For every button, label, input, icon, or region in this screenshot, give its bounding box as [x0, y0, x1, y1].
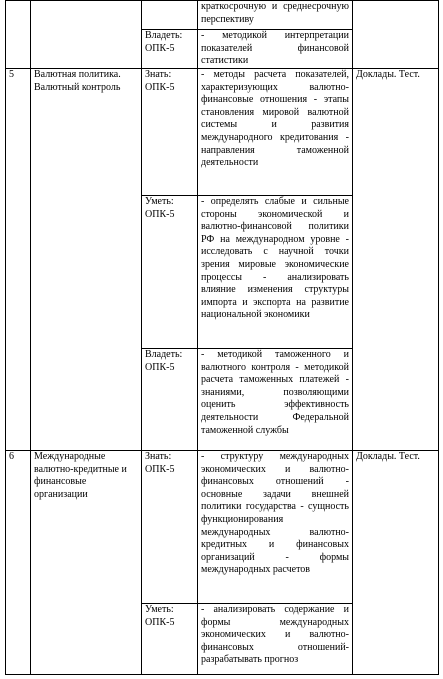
level-description	[198, 451, 353, 604]
row-number	[6, 1, 31, 69]
row-number: 6	[6, 451, 31, 675]
level-description	[198, 69, 353, 196]
level-label: Владеть: ОПК-5	[142, 349, 198, 451]
row-number: 5	[6, 69, 31, 451]
level-text: краткосрочную и среднесрочную перспективу	[201, 1, 349, 25]
level-text: - методы расчета показателей, характеризующих валютно-финансовые отношения - этапы становления мировой валютной системы и развития международного кредитования - направления таможенной деятельности	[201, 69, 349, 169]
table-row-topic-5-know	[6, 69, 439, 196]
level-text: - методикой интерпретации показателей финансовой статистики	[201, 30, 349, 67]
level-label	[142, 1, 198, 30]
topic-cell: Международные валютно-кредитные и финансовые организации	[31, 451, 142, 675]
assessment-cell	[353, 1, 439, 69]
level-description	[198, 1, 353, 30]
level-text: - определять слабые и сильные стороны экономической и валютно-финансовой политики РФ на международном уровне - исследовать с научной точки зрения мировые экономические процессы - анализировать влияние изменения структуры импорта и экспорта на развитие национальной экономики	[201, 196, 349, 321]
level-label: Уметь: ОПК-5	[142, 604, 198, 675]
level-text: - методикой таможенного и валютного контроля - методикой расчета таможенных платежей - знаниями, позволяющими оценить эффективность деятельности Федеральной таможенной службы	[201, 349, 349, 436]
table-row-continuation	[6, 1, 439, 30]
level-description	[198, 30, 353, 69]
level-text: - анализировать содержание и формы международных экономических и валютно-финансовых отношений- разрабатывать прогноз	[201, 604, 349, 666]
level-description	[198, 349, 353, 451]
assessment-cell: Доклады. Тест.	[353, 69, 439, 451]
level-label: Уметь: ОПК-5	[142, 196, 198, 349]
topic-cell	[31, 1, 142, 69]
competency-table	[5, 0, 439, 675]
level-text: - структуру международных экономических и валютно-финансовых отношений - основные задачи внешней политики государства - сущность функционирования международных валютно-кредитных и финансовых организаций - формы международных расчетов	[201, 451, 349, 576]
topic-cell: Валютная политика. Валютный контроль	[31, 69, 142, 451]
table-row-topic-6-know	[6, 451, 439, 604]
level-label: Знать: ОПК-5	[142, 451, 198, 604]
level-description	[198, 196, 353, 349]
level-description	[198, 604, 353, 675]
level-label: Знать: ОПК-5	[142, 69, 198, 196]
level-label: Владеть: ОПК-5	[142, 30, 198, 69]
assessment-cell: Доклады. Тест.	[353, 451, 439, 675]
